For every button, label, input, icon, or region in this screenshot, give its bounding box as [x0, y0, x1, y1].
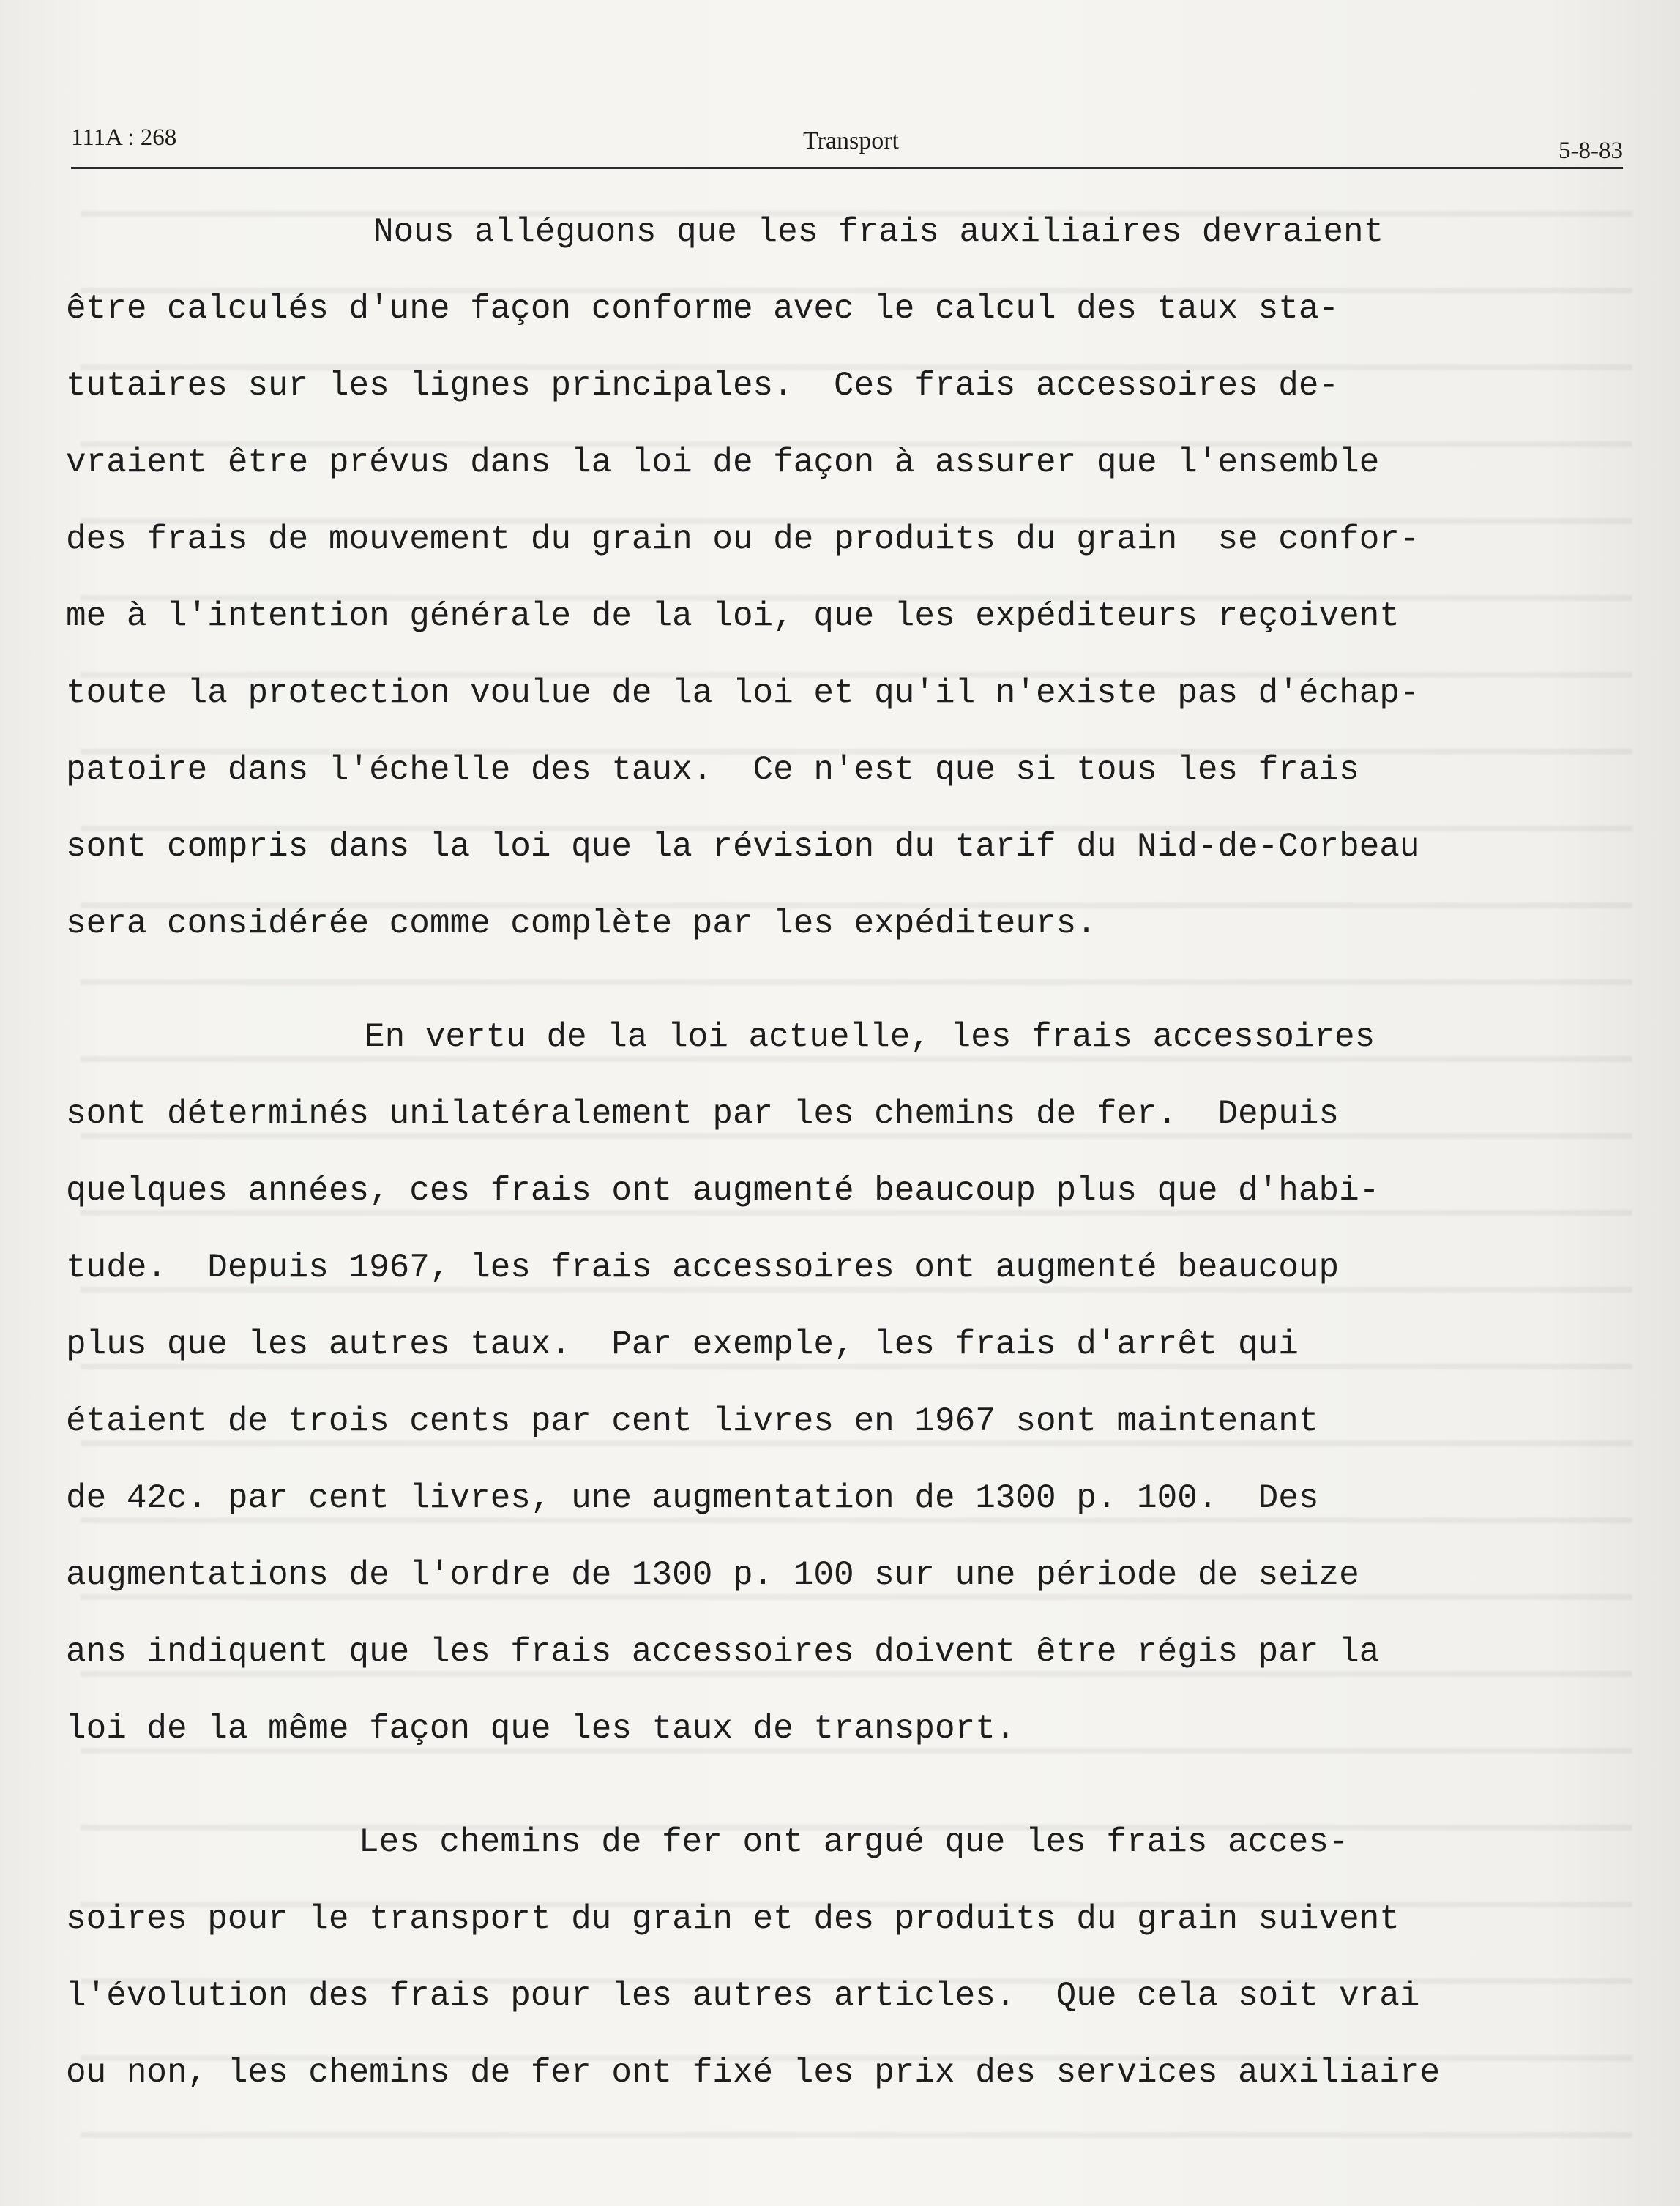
text-line: En vertu de la loi actuelle, les frais accessoires: [365, 1018, 1375, 1056]
text-line: me à l'intention générale de la loi, que les expéditeurs reçoivent: [66, 597, 1400, 635]
body-text: [66, 206, 1632, 2124]
section-title: Transport: [803, 127, 899, 154]
text-line: sont déterminés unilatéralement par les chemins de fer. Depuis: [66, 1095, 1340, 1133]
paragraph-gap: [66, 975, 1632, 1012]
header-rule: [71, 167, 1623, 169]
text-line: ans indiquent que les frais accessoires doivent être régis par la: [66, 1633, 1380, 1671]
text-line: sont compris dans la loi que la révision du tarif du Nid-de-Corbeau: [66, 828, 1420, 866]
text-line: tude. Depuis 1967, les frais accessoires ont augmenté beaucoup: [66, 1249, 1340, 1287]
text-line: Nous alléguons que les frais auxiliaires devraient: [373, 213, 1384, 251]
running-header: [71, 119, 1623, 170]
text-line: vraient être prévus dans la loi de façon à assurer que l'ensemble: [66, 444, 1380, 482]
text-line: l'évolution des frais pour les autres articles. Que cela soit vrai: [66, 1977, 1420, 2015]
page-number: 111A : 268: [71, 124, 177, 151]
text-line: tutaires sur les lignes principales. Ces frais accessoires de-: [66, 367, 1340, 405]
text-line: loi de la même façon que les taux de transport.: [66, 1710, 1016, 1748]
text-line: sera considérée comme complète par les expéditeurs.: [66, 905, 1097, 943]
text-line: étaient de trois cents par cent livres en 1967 sont maintenant: [66, 1402, 1319, 1440]
text-line: augmentations de l'ordre de 1300 p. 100 sur une période de seize: [66, 1556, 1359, 1594]
text-line: plus que les autres taux. Par exemple, les frais d'arrêt qui: [66, 1326, 1299, 1364]
text-line: des frais de mouvement du grain ou de produits du grain se confor-: [66, 520, 1420, 558]
paragraph-gap: [66, 1780, 1632, 1817]
text-line: Les chemins de fer ont argué que les frais acces-: [359, 1823, 1349, 1861]
text-line: être calculés d'une façon conforme avec le calcul des taux sta-: [66, 290, 1340, 328]
text-line: patoire dans l'échelle des taux. Ce n'est que si tous les frais: [66, 751, 1359, 789]
text-line: de 42c. par cent livres, une augmentation de 1300 p. 100. Des: [66, 1479, 1319, 1517]
text-line: quelques années, ces frais ont augmenté beaucoup plus que d'habi-: [66, 1172, 1380, 1210]
header-date: 5-8-83: [1558, 138, 1623, 164]
text-line: toute la protection voulue de la loi et qu'il n'existe pas d'échap-: [66, 674, 1420, 712]
text-line: soires pour le transport du grain et des produits du grain suivent: [66, 1900, 1400, 1938]
text-line: ou non, les chemins de fer ont fixé les prix des services auxiliaire: [66, 2054, 1441, 2092]
